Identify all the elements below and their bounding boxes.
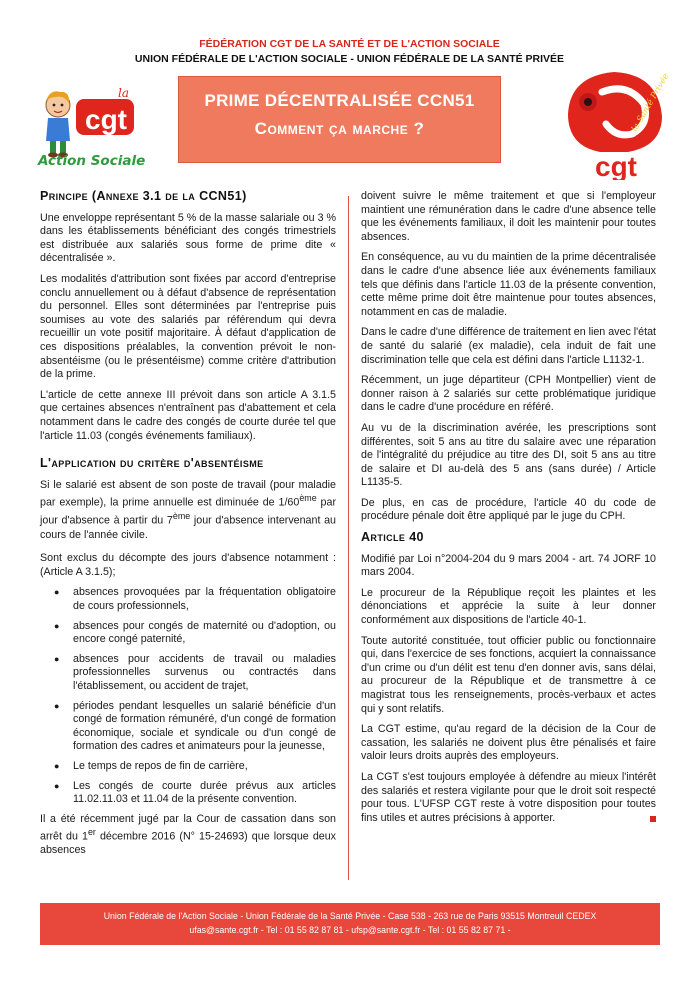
paragraph: Il a été récemment jugé par la Cour de cassation dans son arrêt du 1er décembre 2016 (N° 15-24693) que lorsque deux absences <box>40 812 337 857</box>
page-title: PRIME DÉCENTRALISÉE CCN51 <box>204 91 475 110</box>
footer-contacts: ufas@sante.cgt.fr - Tel : 01 55 82 87 81 - ufsp@sante.cgt.fr - Tel : 01 55 82 87 71 - <box>189 925 511 935</box>
paragraph: Si le salarié est absent de son poste de travail (pour maladie par exemple), la prime annuelle est diminuée de 1/60ème par jour d'absence à partir du 7ème jour d'absence intervenant au cours de l'année civile. <box>40 478 337 541</box>
logo-right-script: la Santé Privée <box>629 71 670 134</box>
paragraph: En conséquence, au vu du maintien de la prime décentralisée dans le cadre d'une absence liée aux événements familiaux tels que définis dans l'article 11.03 de la présente convention, cette même prime doit être maintenue pour toutes absences, notamment en cas de maladie. <box>361 251 656 318</box>
end-mark-square <box>650 816 656 822</box>
list-item: ● périodes pendant lesquelles un salarié bénéficie d'un congé de formation rémunéré, d'un congé de formation économique, sociale et syndicale ou d'un congé de formation des cadres et animateurs pour la jeunesse, <box>56 700 336 754</box>
paragraph: Une enveloppe représentant 5 % de la masse salariale ou 3 % dans les établissements bénéficiant des congés trimestriels est distribuée aux salariés sous forme de prime dite « décentralisée ». <box>40 211 336 265</box>
list-item: ● Les congés de courte durée prévus aux articles 11.02.11.03 et 11.04 de la présente convention. <box>56 780 336 807</box>
paragraph: Au vu de la discrimination avérée, les prescriptions sont différentes, soit 5 ans au titre du salaire avec une réparation de l'intégralité du préjudice au titre des DI, soit 5 ans au titre de salaire et DI au-delà des 5 ans (sans durée) / Article L1135-5. <box>361 421 656 489</box>
list-item: ● absences pour congés de maternité ou d'adoption, ou encore congé paternité, <box>56 620 336 647</box>
paragraph: Sont exclus du décompte des jours d'absence notamment : (Article A 3.1.5); <box>40 552 336 578</box>
paragraph: Modifié par Loi n°2004-204 du 9 mars 2004 - art. 74 JORF 10 mars 2004. <box>361 552 656 579</box>
union-subtitle: UNION FÉDÉRALE DE L'ACTION SOCIALE - UNION FÉDÉRALE DE LA SANTÉ PRIVÉE <box>134 53 565 65</box>
paragraph: Récemment, un juge départiteur (CPH Montpellier) vient de donner raison à 2 salariés sur cette problématique juridique dans le cadre d'une procédure en référé. <box>361 374 656 414</box>
title-banner <box>178 76 501 163</box>
logo-left-subtitle: Action Sociale <box>38 153 146 167</box>
cgt-sante-privee-logo <box>558 68 670 180</box>
right-column <box>361 190 656 832</box>
left-column <box>40 190 336 865</box>
paragraph: Dans le cadre d'une différence de traitement en lien avec l'état de santé du salarié (ex maladie), cela induit de fait une discrimination telle que cela est défini dans l'article L1132-1. <box>361 326 657 366</box>
paragraph: La CGT estime, qu'au regard de la décision de la Cour de cassation, les salariés ne doivent plus être pénalisés et faire valoir leurs droits auprès des employeurs. <box>361 723 656 763</box>
column-divider <box>348 196 349 880</box>
paragraph: L'article de cette annexe III prévoit dans son article A 3.1.5 que certaines absences n'entraînent pas d'abattement et cela notamment dans le cadre des congés de courte durée tel que l'article 11.03 (congés événements familiaux). <box>40 388 336 442</box>
paragraph: De plus, en cas de procédure, l'article 40 du code de procédure pénale doit être appliqué par le juge du CPH. <box>361 496 656 523</box>
logo-right-brand: cgt <box>595 151 637 180</box>
list-item: ● absences provoquées par la fréquentation obligatoire de cours professionnels, <box>56 586 336 613</box>
section-article40-heading: Article 40 <box>361 530 424 545</box>
page-subtitle: Comment ça marche ? <box>254 119 425 138</box>
section-absenteisme-heading: L'application du critère d'absentéisme <box>40 456 264 471</box>
cgt-action-sociale-logo <box>36 85 156 167</box>
logo-left-script: la <box>118 86 129 100</box>
paragraph: doivent suivre le même traitement et que si l'employeur maintient une rémunération dans le cadre d'une absence telle que les événements familiaux, il doit les maintenir pour toutes absences. <box>361 190 656 243</box>
federation-title: FÉDÉRATION CGT DE LA SANTÉ ET DE L'ACTION SOCIALE <box>199 38 500 50</box>
paragraph: Toute autorité constituée, tout officier public ou fonctionnaire qui, dans l'exercice de ses fonctions, acquiert la connaissance d'un crime ou d'un délit est tenu d'en donner avis, sans délai, au procureur de la République et de transmettre à ce magistrat tous les renseignements, procès-verbaux et actes qui y sont relatifs. <box>361 634 656 715</box>
paragraph: La CGT s'est toujours employée à défendre au mieux l'intérêt des salariés et restera vigilante pour que le droit soit respecté pour tous. L'UFSP CGT reste à votre disposition pour toutes fins utiles et autres précisions à apporter. <box>361 770 656 824</box>
footer-address: Union Fédérale de l'Action Sociale - Union Fédérale de la Santé Privée - Case 538 - 263 rue de Paris 93515 Montreuil CEDEX <box>103 911 597 921</box>
exclusions-list <box>56 586 336 806</box>
footer <box>40 903 660 945</box>
list-item: ● Le temps de repos de fin de carrière, <box>56 760 336 774</box>
paragraph: Les modalités d'attribution sont fixées par accord d'entreprise conclu annuellement ou à défaut d'absence de représentation du personnel. Elles sont déterminées par l'entreprise puis soumises au vote des salariés par référendum qui devra recueillir un vote positif majoritaire. À défaut d'application de ces dispositions préalables, la convention prévoit le non-absentéisme (ou le présentéisme) comme critère d'attribution de la prime. <box>40 272 336 381</box>
section-principe-heading: Principe (Annexe 3.1 de la CCN51) <box>40 189 247 203</box>
list-item: ● absences pour accidents de travail ou maladies professionnelles survenus ou contractés dans l'établissement, ou accident de trajet, <box>56 653 336 694</box>
logo-left-brand: cgt <box>85 104 127 135</box>
paragraph: Le procureur de la République reçoit les plaintes et les dénonciations et apprécie la suite à leur donner conformément aux dispositions de l'article 40-1. <box>361 586 656 627</box>
